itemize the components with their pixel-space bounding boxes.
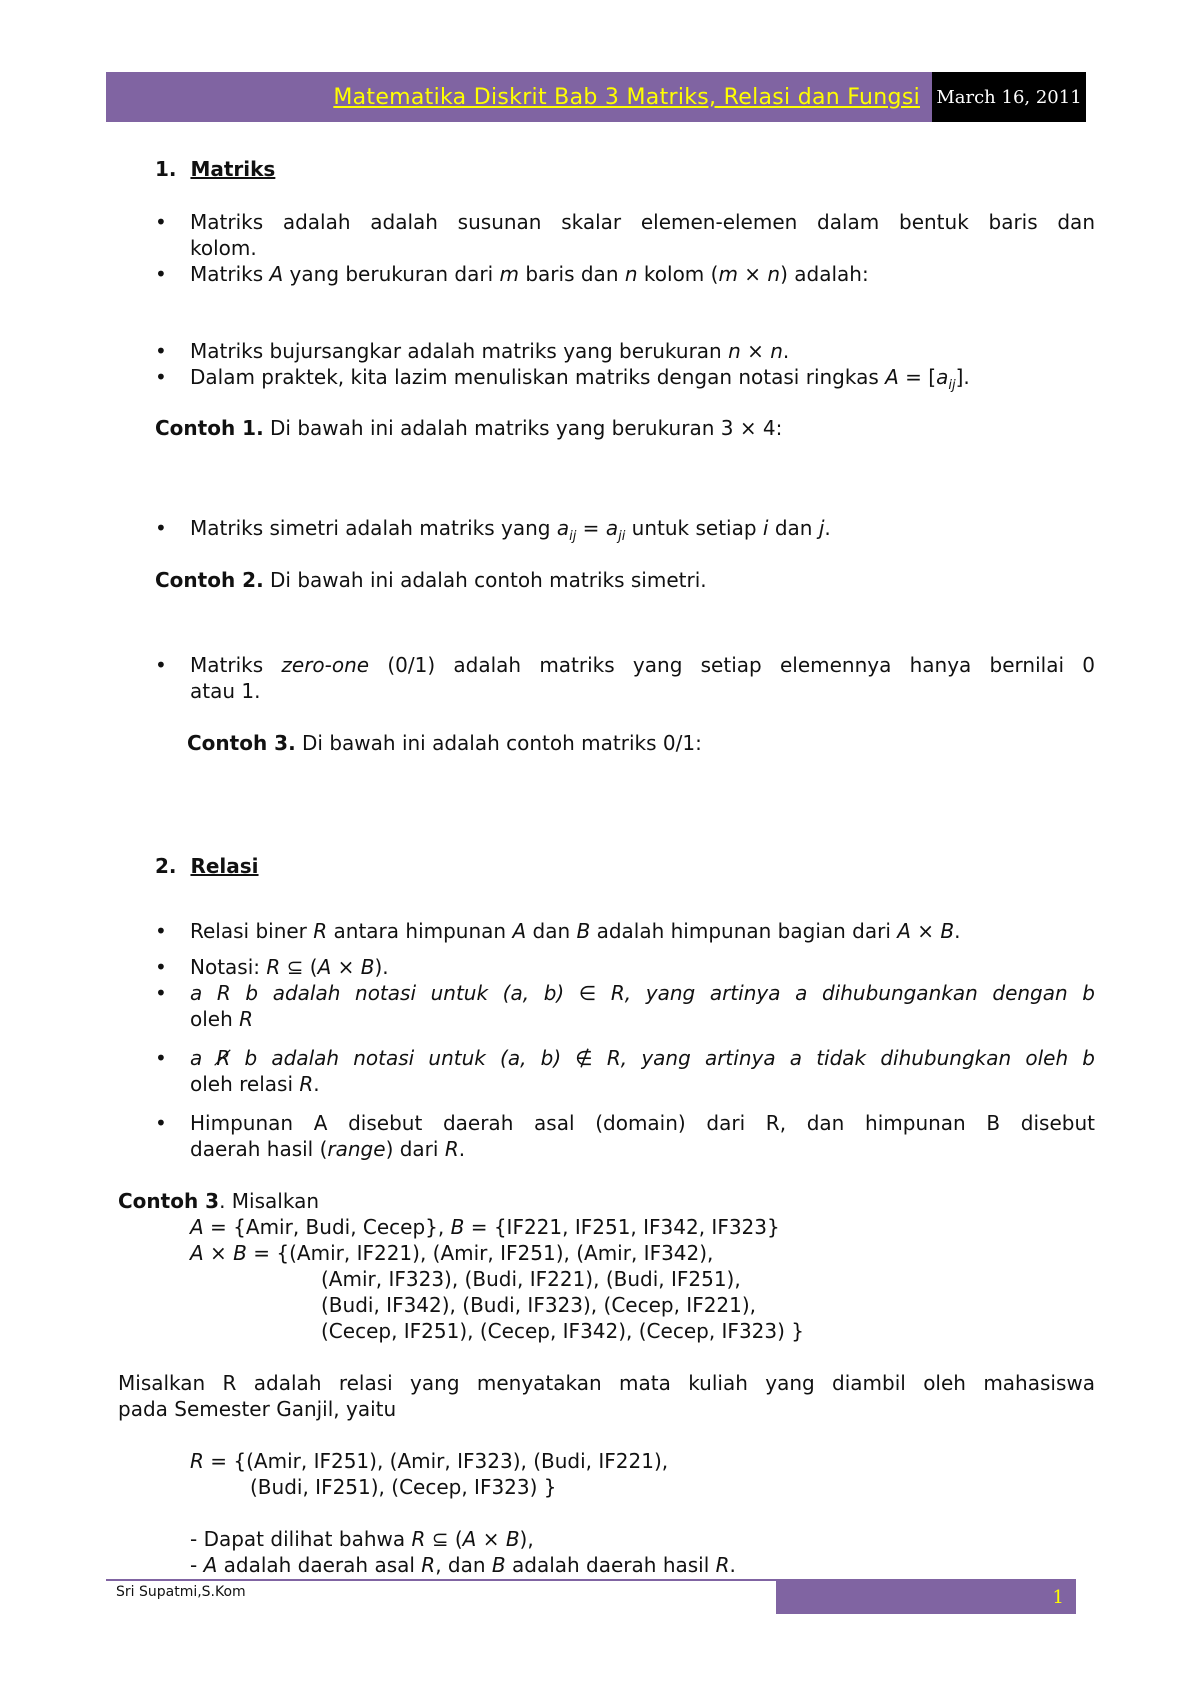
zero-one-line1: Matriks zero-one (0/1) adalah matriks yang setiap elemennya hanya bernilai 0 [190, 653, 1095, 677]
bullet-dot: • [155, 210, 167, 234]
section-1-heading: 1. Matriks [155, 157, 276, 181]
matrix-size-line: Matriks A yang berukuran dari m baris dan n kolom (m × n) adalah: [190, 262, 869, 286]
page-number: 1 [776, 1581, 1076, 1614]
example-3-matrix: Contoh 3. Di bawah ini adalah contoh matriks 0/1: [187, 731, 702, 755]
not-arb-definition-line2: oleh relasi R. [190, 1072, 320, 1096]
example-1: Contoh 1. Di bawah ini adalah matriks yang berukuran 3 × 4: [155, 416, 783, 440]
notation-relation-line: Notasi: R ⊆ (A × B). [190, 955, 389, 979]
bullet-dot: • [155, 653, 167, 677]
bullet-dot: • [155, 1046, 167, 1070]
bullet-dot: • [155, 981, 167, 1005]
set-definitions: A = {Amir, Budi, Cecep}, B = {IF221, IF251, IF342, IF323} [190, 1215, 780, 1239]
relation-description-line2: pada Semester Ganjil, yaitu [118, 1397, 397, 1421]
relation-set-line2: (Budi, IF251), (Cecep, IF323) } [250, 1475, 557, 1499]
example-3-relation: Contoh 3. Misalkan [118, 1189, 319, 1213]
square-matrix-line: Matriks bujursangkar adalah matriks yang berukuran n × n. [190, 339, 790, 363]
cartesian-product-line4: (Cecep, IF251), (Cecep, IF342), (Cecep, IF323) } [321, 1319, 804, 1343]
bullet-dot: • [155, 262, 167, 286]
arb-definition-line2: oleh R [190, 1007, 254, 1031]
matrix-definition-line2: kolom. [190, 236, 257, 260]
arb-definition-line1: a R b adalah notasi untuk (a, b) ∈ R, yang artinya a dihubungankan dengan b [190, 981, 1095, 1005]
bullet-dot: • [155, 516, 167, 540]
page-header [106, 72, 1086, 122]
notation-line: Dalam praktek, kita lazim menuliskan matriks dengan notasi ringkas $A = [a_{ij}]$. [190, 365, 970, 393]
cartesian-product-line2: (Amir, IF323), (Budi, IF221), (Budi, IF251), [321, 1267, 741, 1291]
footer-author: Sri Supatmi,S.Kom [116, 1584, 246, 1600]
domain-range-line1: Himpunan A disebut daerah asal (domain) dari R, dan himpunan B disebut [190, 1111, 1095, 1135]
relation-description-line1: Misalkan R adalah relasi yang menyatakan mata kuliah yang diambil oleh mahasiswa [118, 1371, 1095, 1395]
symmetric-matrix-line: Matriks simetri adalah matriks yang $a_{ij} = a_{ji}$ untuk setiap i dan j. [190, 516, 831, 544]
header-title: Matematika Diskrit Bab 3 Matriks, Relasi dan Fungsi [106, 72, 932, 122]
header-date: March 16, 2011 [932, 72, 1086, 122]
section-2-heading: 2. Relasi [155, 854, 259, 878]
conclusion-line1: - Dapat dilihat bahwa R ⊆ (A × B), [190, 1527, 534, 1551]
zero-one-line2: atau 1. [190, 679, 261, 703]
bullet-dot: • [155, 339, 167, 363]
cartesian-product-line3: (Budi, IF342), (Budi, IF323), (Cecep, IF221), [321, 1293, 757, 1317]
not-arb-definition-line1: a R̸ b adalah notasi untuk (a, b) ∉ R, yang artinya a tidak dihubungkan oleh b [190, 1046, 1095, 1070]
domain-range-line2: daerah hasil (range) dari R. [190, 1137, 466, 1161]
example-2: Contoh 2. Di bawah ini adalah contoh matriks simetri. [155, 568, 707, 592]
binary-relation-line: Relasi biner R antara himpunan A dan B adalah himpunan bagian dari A × B. [190, 919, 961, 943]
bullet-dot: • [155, 365, 167, 389]
bullet-dot: • [155, 955, 167, 979]
cartesian-product-line1: A × B = {(Amir, IF221), (Amir, IF251), (Amir, IF342), [190, 1241, 714, 1265]
bullet-dot: • [155, 919, 167, 943]
bullet-dot: • [155, 1111, 167, 1135]
matrix-definition-line1: Matriks adalah adalah susunan skalar elemen-elemen dalam bentuk baris dan [190, 210, 1095, 234]
conclusion-line2: - A adalah daerah asal R, dan B adalah daerah hasil R. [190, 1553, 736, 1577]
relation-set-line1: R = {(Amir, IF251), (Amir, IF323), (Budi, IF221), [190, 1449, 669, 1473]
